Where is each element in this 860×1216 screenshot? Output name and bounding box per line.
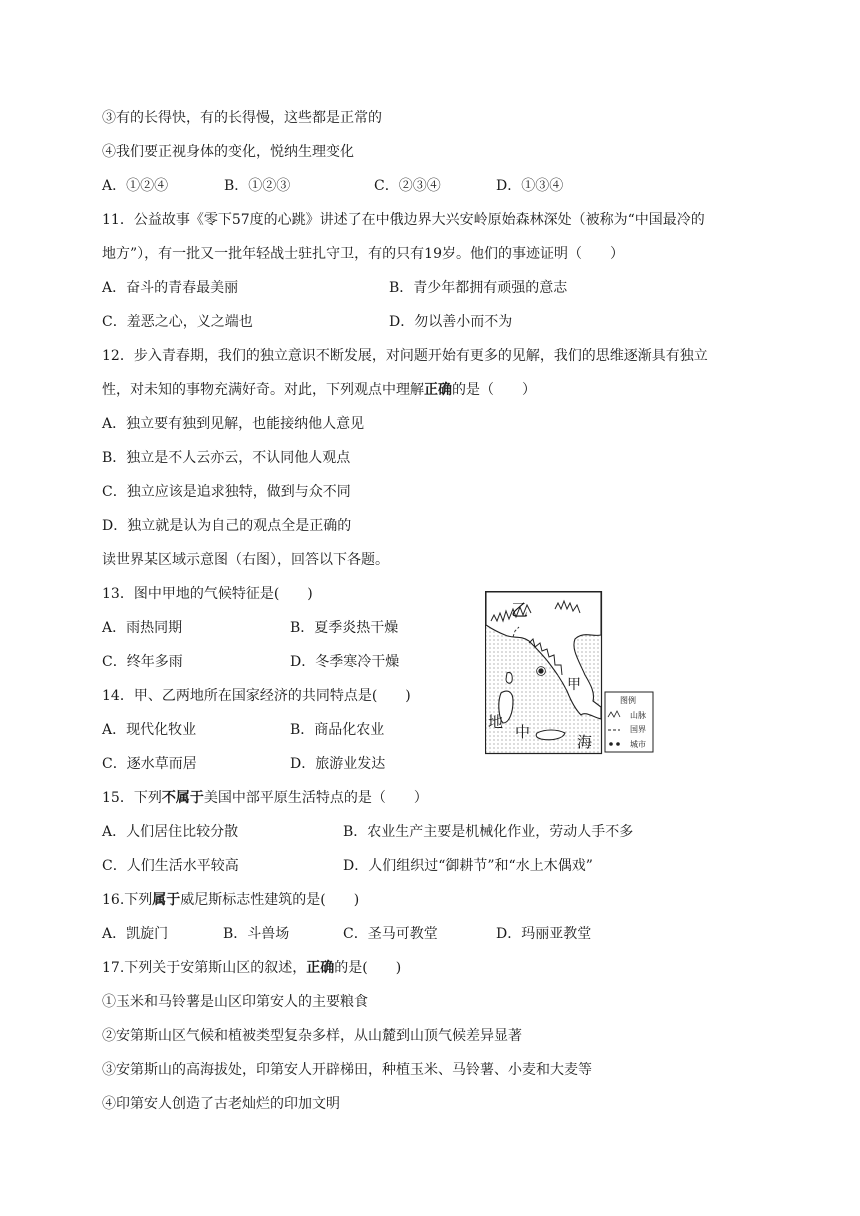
legend-city-label: 城市 [630,740,646,749]
map-label-hai: 海 [577,733,593,751]
q16-option-a: A．凯旋门 [102,926,169,942]
region-map [485,591,655,755]
q13-option-c: C．终年多雨 [102,654,183,670]
q12-stem-line-2 [102,380,536,400]
q16-stem-text: 16.下列 [102,892,153,908]
q11-option-b: B．青少年都拥有顽强的意志 [389,280,568,296]
q14-option-d: D．旅游业发达 [290,756,386,772]
q14-stem: 14．甲、乙两地所在国家经济的共同特点是( ) [102,688,411,704]
q10-item-3: ③有的长得快，有的长得慢，这些都是正常的 [102,110,382,126]
q16-option-b: B．斗兽场 [223,926,290,942]
island-corsica [506,672,512,683]
map-label-jia: 甲 [567,677,581,693]
q10-option-a: A．①②④ [102,178,169,194]
q11-option-a: A．奋斗的青春最美丽 [102,280,239,296]
q12-stem-text: 性，对未知的事物充满好奇。对此，下列观点中理解 [102,382,424,398]
q15-stem [102,788,428,808]
q16-stem-emphasis: 属于 [152,892,181,908]
q17-item-2: ②安第斯山区气候和植被类型复杂多样，从山麓到山顶气候差异显著 [102,1028,522,1044]
q16-option-d: D．玛丽亚教堂 [496,926,592,942]
map-label-di: 地 [488,713,504,731]
q12-option-c: C．独立应该是追求独特，做到与众不同 [102,484,351,500]
q15-option-a: A．人们居住比较分散 [102,824,239,840]
q12-stem-emphasis: 正确 [424,382,452,398]
q16-option-c: C．圣马可教堂 [343,926,438,942]
q12-option-a: A．独立要有独到见解，也能接纳他人意见 [102,416,365,432]
q15-stem-tail: 美国中部平原生活特点的是（ ） [203,790,428,806]
legend-mountain-label: 山脉 [630,711,646,720]
q11-option-d: D．勿以善小而不为 [389,314,513,330]
q12-option-d: D．独立就是认为自己的观点全是正确的 [102,518,352,534]
q15-option-c: C．人们生活水平较高 [102,858,239,874]
q10-option-c: C．②③④ [374,178,441,194]
q17-item-4: ④印第安人创造了古老灿烂的印加文明 [102,1096,340,1112]
q16-stem [102,890,359,910]
map-questions-intro: 读世界某区域示意图（右图），回答以下各题。 [102,552,389,568]
region-map-figure [485,591,655,755]
q16-stem-tail: 威尼斯标志性建筑的是( ) [180,892,360,908]
q13-option-d: D．冬季寒冷干燥 [290,654,400,670]
q17-item-3: ③安第斯山的高海拔处，印第安人开辟梯田，种植玉米、马铃薯、小麦和大麦等 [102,1062,592,1078]
q11-stem-line-2: 地方”），有一批又一批年轻战士驻扎守卫，有的只有19岁。他们的事迹证明（ ） [102,246,624,262]
legend-title: 图例 [620,696,636,705]
q17-stem-text: 17.下列关于安第斯山区的叙述， [102,960,307,976]
legend-city-icon [609,742,613,746]
q17-stem [102,958,401,978]
q15-stem-emphasis: 不属于 [161,790,204,806]
q10-option-b: B．①②③ [224,178,291,194]
q17-stem-tail: 的是( ) [334,960,402,976]
q13-stem: 13．图中甲地的气候特征是( ) [102,586,313,602]
map-label-yi: 乙 [511,601,528,621]
q13-option-a: A．雨热同期 [102,620,183,636]
legend-city-icon-2 [616,742,620,746]
q12-option-b: B．独立是不人云亦云，不认同他人观点 [102,450,351,466]
q11-stem-line-1: 11．公益故事《零下57度的心跳》讲述了在中俄边界大兴安岭原始森林深处（被称为“中国最冷的 [102,212,705,228]
legend-border-label: 国界 [630,725,646,734]
q11-option-c: C．羞恶之心，义之端也 [102,314,253,330]
q12-stem-line-1: 12．步入青春期，我们的独立意识不断发展，对问题开始有更多的见解，我们的思维逐渐具有独立 [102,348,708,364]
q10-option-d: D．①③④ [496,178,564,194]
q14-option-b: B．商品化农业 [290,722,385,738]
q12-stem-tail: 的是（ ） [452,382,536,398]
q13-option-b: B．夏季炎热干燥 [290,620,399,636]
q15-stem-text: 15．下列 [102,790,162,806]
city-marker [538,668,543,673]
q14-option-a: A．现代化牧业 [102,722,197,738]
map-label-zhong: 中 [515,723,531,741]
q17-stem-emphasis: 正确 [306,960,335,976]
q14-option-c: C．逐水草而居 [102,756,197,772]
q15-option-d: D．人们组织过“御耕节”和“水上木偶戏” [343,858,593,874]
q10-item-4: ④我们要正视身体的变化，悦纳生理变化 [102,144,354,160]
q15-option-b: B．农业生产主要是机械化作业，劳动人手不多 [343,824,634,840]
q17-item-1: ①玉米和马铃薯是山区印第安人的主要粮食 [102,994,368,1010]
